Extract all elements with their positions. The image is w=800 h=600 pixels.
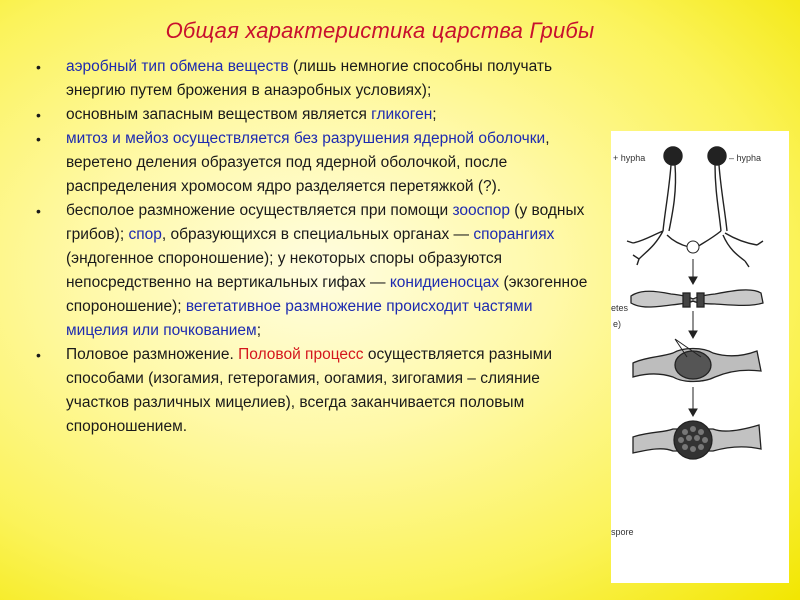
bullet-text: бесполое размножение осуществляется при помощи <box>66 202 453 219</box>
label-gametes: etes <box>611 303 629 313</box>
bullet-marker: • <box>36 203 41 219</box>
highlighted-term: конидиеносцах <box>389 274 500 291</box>
slide-title: Общая характеристика царства Грибы <box>165 18 595 43</box>
bullet-text: Половое размножение. <box>66 346 239 363</box>
figure-illustration <box>611 131 789 583</box>
fungi-reproduction-figure <box>611 131 789 583</box>
label-e: e) <box>613 319 622 329</box>
bullet-item <box>30 343 590 439</box>
stage-zygospore <box>633 421 761 459</box>
bullet-text: (эндогенное спороношение); у некоторых споры образуются непосредственно на вертикальных гифах — <box>66 250 503 291</box>
bullet-text: , образующихся в специальных органах — <box>161 226 474 243</box>
bullet-list <box>30 55 590 439</box>
label-plus-hypha: + hypha <box>613 153 646 163</box>
highlighted-term: спор <box>128 226 162 243</box>
label-minus-hypha: – hypha <box>729 153 762 163</box>
highlighted-term: митоз и мейоз осуществляется без разрушения ядерной оболочки <box>66 130 546 147</box>
bullet-item <box>30 127 590 199</box>
bullet-marker: • <box>36 107 41 123</box>
bullet-item <box>30 199 590 343</box>
highlighted-term: гликоген <box>371 106 433 123</box>
bullet-item <box>30 103 590 127</box>
stage-hyphae <box>627 147 763 267</box>
bullet-text: (лишь немногие способны получать энергию путем брожения в анаэробных условиях); <box>66 58 553 99</box>
bullet-marker: • <box>36 131 41 147</box>
bullet-text: (экзогенное спороношение); <box>66 274 588 315</box>
highlighted-term: аэробный тип обмена веществ <box>66 58 289 75</box>
bullet-text: осуществляется разными способами (изогамия, гетерогамия, оогамия, зигогамия – слияние участков различных мицелиев), всегда заканчивается половым спороношением. <box>66 346 552 435</box>
bullet-text: (у водных грибов); <box>66 202 585 243</box>
stage-arrows <box>689 259 697 416</box>
bullet-marker: • <box>36 59 41 75</box>
bullet-text: ; <box>432 106 437 123</box>
bullet-text: основным запасным веществом является <box>66 106 372 123</box>
bullet-text: ; <box>256 322 262 339</box>
bullet-item <box>30 55 590 103</box>
highlighted-term: вегетативное размножение происходит частями мицелия или почкованием <box>66 298 533 339</box>
highlighted-term: Половой процесс <box>238 346 364 363</box>
bullet-text: , веретено деления образуется под ядерной оболочкой, после распределения хромосом ядро разделяется перетяжкой (?). <box>66 130 550 195</box>
stage-gametangia <box>631 290 763 307</box>
label-spore: spore <box>611 527 634 537</box>
bullet-marker: • <box>36 347 41 363</box>
highlighted-term: спорангиях <box>473 226 555 243</box>
stage-fusion <box>633 339 761 382</box>
highlighted-term: зооспор <box>452 202 510 219</box>
